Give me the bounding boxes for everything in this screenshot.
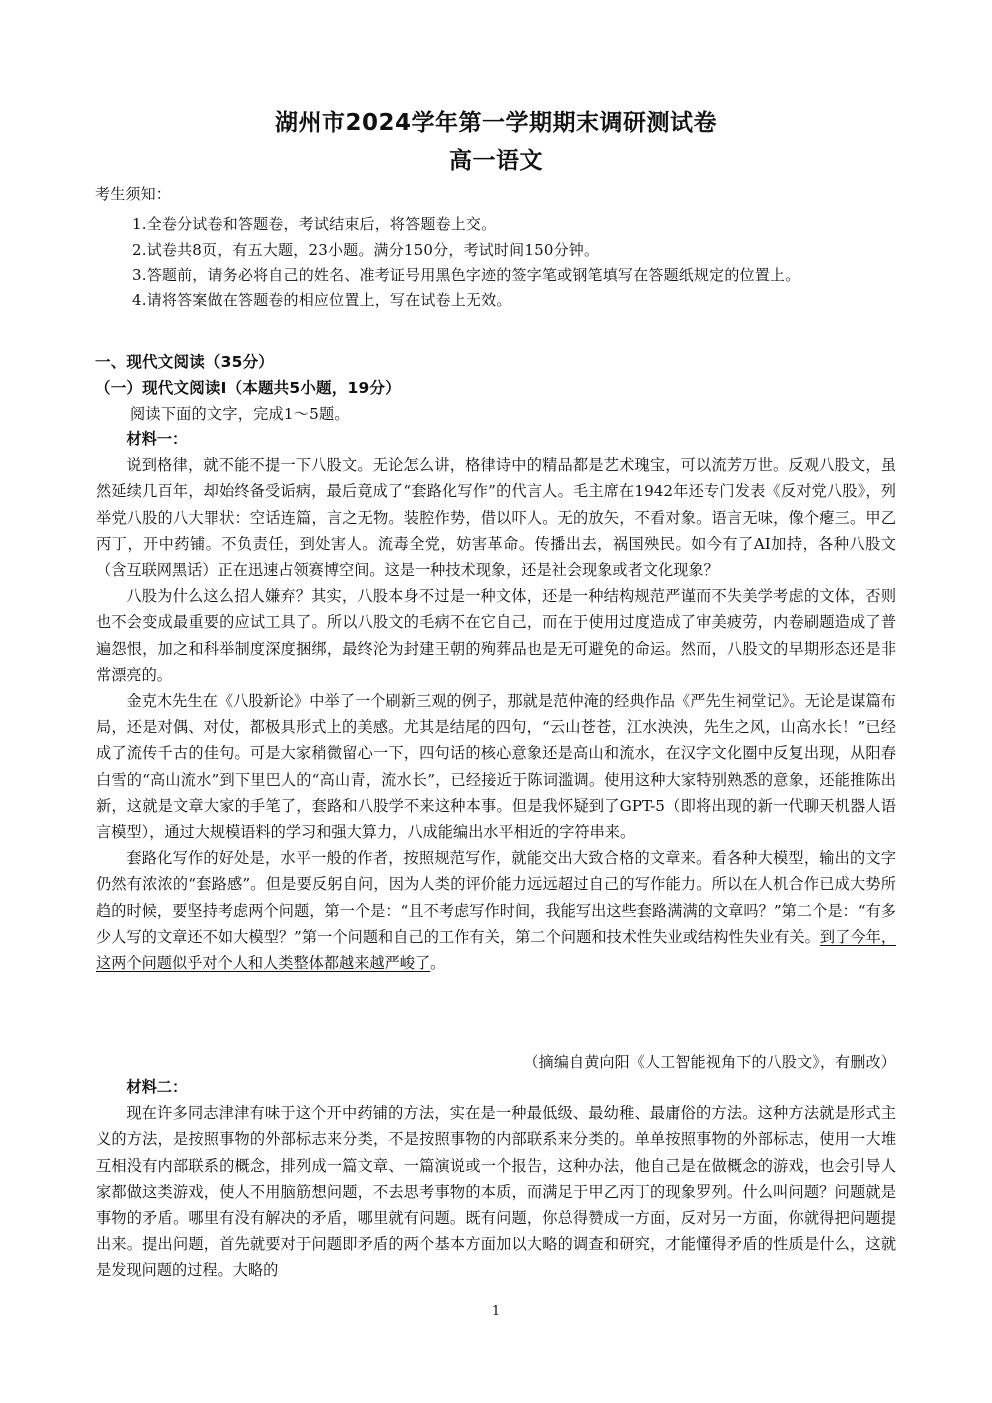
section-instruction: 阅读下面的文字，完成1～5题。 bbox=[130, 405, 350, 423]
underlined-sentence: 到了今年，这两个问题似乎对个人和人类整体都越来越严峻了 bbox=[96, 927, 897, 973]
paragraph-4-end: 。 bbox=[430, 954, 446, 973]
paragraph-4-text: 套路化写作的好处是，水平一般的作者，按照规范写作，就能交出大致合格的文章来。看各种大模型，输出的文字仍然有浓浓的“套路感”。但是要反躬自问，因为人类的评价能力远远超过自己的写作能力。所以在人机合作已成大势所趋的时候，要坚持考虑两个问题，第一个是：“且不考虑写作时间，我能写出这些套路满满的文章吗？”第二个是：“有多少人写的文章还不如大模型？”第一个问题和自己的工作有关，第二个问题和技术性失业或结构性失业有关。 bbox=[96, 849, 896, 946]
notice-item-2: 2.试卷共8页，有五大题，23小题。满分150分，考试时间150分钟。 bbox=[132, 241, 600, 259]
notice-heading: 考生须知： bbox=[95, 185, 172, 203]
page-number: 1 bbox=[491, 1304, 501, 1319]
notice-item-3: 3.答题前，请务必将自己的姓名、准考证号用黑色字迹的签字笔或钢笔填写在答题纸规定的位置上。 bbox=[132, 266, 801, 284]
exam-title: 湖州市2024学年第一学期期末调研测试卷 bbox=[274, 110, 717, 136]
notice-item-1: 1.全卷分试卷和答题卷，考试结束后，将答题卷上交。 bbox=[132, 215, 497, 233]
material-two-paragraph-1: 现在许多同志津津有味于这个开中药铺的方法，实在是一种最低级、最幼稚、最庸俗的方法。这种方法就是形式主义的方法，是按照事物的外部标志来分类，不是按照事物的内部联系来分类的。单单按照事物的外部标志，使用一大堆互相没有内部联系的概念，排列成一篇文章、一篇演说或一个报告，这种办法，他自己是在做概念的游戏，也会引导人家都做这类游戏，使人不用脑筋想问题，不去思考事物的本质，而满足于甲乙丙丁的现象罗列。什么叫问题？问题就是事物的矛盾。哪里有没有解决的矛盾，哪里就有问题。既有问题，你总得赞成一方面，反对另一方面，你就得把问题提出来。提出问题，首先就要对于问题即矛盾的两个基本方面加以大略的调查和研究，才能懂得矛盾的性质是什么，这就是发现问题的过程。大略的 bbox=[96, 1104, 896, 1280]
material-one-paragraph-1: 说到格律，就不能不提一下八股文。无论怎么讲，格律诗中的精品都是艺术瑰宝，可以流芳万世。反观八股文，虽然延续几百年，却始终备受诟病，最后竟成了“套路化写作”的代言人。毛主席在1942年还专门发表《反对党八股》，列举党八股的八大罪状：空话连篇，言之无物。装腔作势，借以吓人。无的放矢，不看对象。语言无味，像个瘪三。甲乙丙丁，开中药铺。不负责任，到处害人。流毒全党，妨害革命。传播出去，祸国殃民。如今有了AI加持，各种八股文（含互联网黑话）正在迅速占领赛博空间。这是一种技术现象，还是社会现象或者文化现象？ bbox=[96, 456, 896, 580]
material-one-source: （摘编自黄向阳《人工智能视角下的八股文》，有删改） bbox=[523, 1053, 896, 1071]
material-one-paragraph-4 bbox=[96, 845, 896, 976]
material-one-paragraph-3: 金克木先生在《八股新论》中举了一个刷新三观的例子，那就是范仲淹的经典作品《严先生祠堂记》。无论是谋篇布局，还是对偶、对仗，都极具形式上的美感。尤其是结尾的四句，“云山苍苍，江水泱泱，先生之风，山高水长！”已经成了流传千古的佳句。可是大家稍微留心一下，四句话的核心意象还是高山和流水，在汉字文化圈中反复出现，从阳春白雪的“高山流水”到下里巴人的“高山青，流水长”，已经接近于陈词滥调。使用这种大家特别熟悉的意象，还能推陈出新，这就是文章大家的手笔了，套路和八股学不来这种本事。但是我怀疑到了GPT-5（即将出现的新一代聊天机器人语言模型），通过大规模语料的学习和强大算力，八成能编出水平相近的字符串来。 bbox=[96, 692, 896, 842]
exam-subtitle: 高一语文 bbox=[449, 148, 543, 174]
material-two bbox=[96, 1074, 896, 1284]
material-one-paragraph-2: 八股为什么这么招人嫌弃？其实，八股本身不过是一种文体，还是一种结构规范严谨而不失美学考虑的文体，否则也不会变成最重要的应试工具了。所以八股文的毛病不在它自己，而在于使用过度造成了审美疲劳，内卷刷题造成了普遍怨恨，加之和科举制度深度捆绑，最终沦为封建王朝的殉葬品也是无可避免的命运。然而，八股文的早期形态还是非常漂亮的。 bbox=[96, 587, 896, 684]
material-one-label: 材料一： bbox=[126, 430, 188, 448]
material-one bbox=[96, 426, 896, 976]
section-heading: 一、现代文阅读（35分） bbox=[95, 353, 274, 371]
material-two-label: 材料二： bbox=[126, 1078, 188, 1096]
notice-item-4: 4.请将答案做在答题卷的相应位置上，写在试卷上无效。 bbox=[132, 291, 512, 309]
section-subheading: （一）现代文阅读Ⅰ（本题共5小题，19分） bbox=[95, 379, 401, 397]
